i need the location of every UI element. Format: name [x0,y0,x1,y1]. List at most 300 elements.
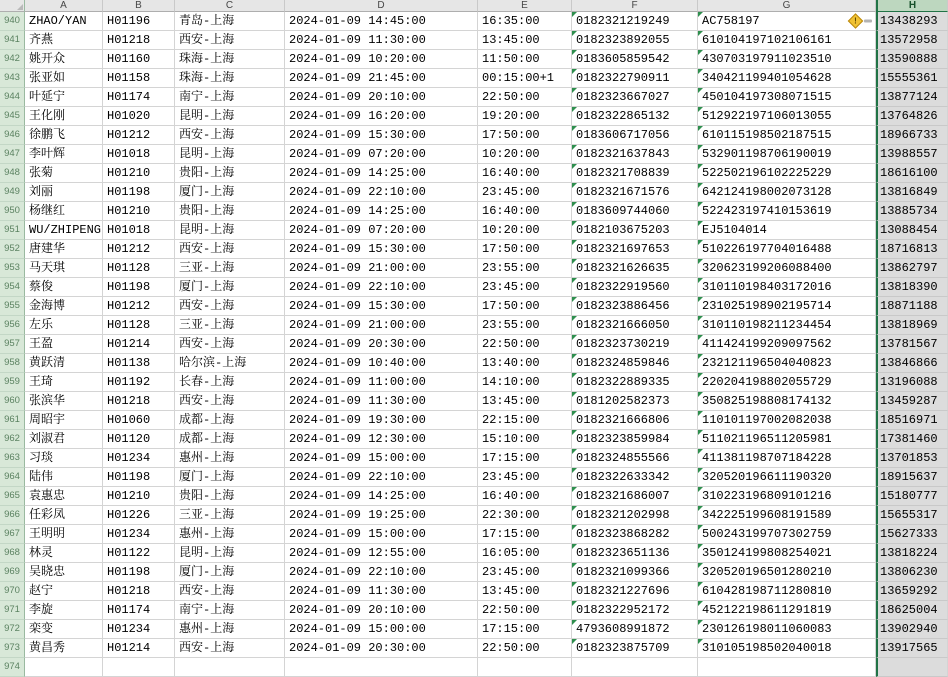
cell-phone-selected[interactable] [876,88,948,107]
cell-ticket-no[interactable] [572,240,698,259]
cell-arrive-time[interactable] [478,658,572,677]
cell-route[interactable] [175,582,285,601]
cell-ticket-no[interactable] [572,411,698,430]
cell-route[interactable] [175,164,285,183]
cell-phone-selected[interactable] [876,50,948,69]
cell-id-number[interactable] [698,468,876,487]
cell-flight-no[interactable] [103,582,175,601]
cell-id-number[interactable] [698,525,876,544]
row-number[interactable] [0,430,25,449]
cell-phone-selected[interactable] [876,620,948,639]
cell-flight-no[interactable] [103,221,175,240]
cell-ticket-no[interactable] [572,525,698,544]
cell-flight-no[interactable] [103,601,175,620]
cell-route[interactable] [175,601,285,620]
cell-name[interactable] [25,316,103,335]
cell-arrive-time[interactable] [478,31,572,50]
cell-arrive-time[interactable] [478,506,572,525]
cell-phone-selected[interactable] [876,278,948,297]
cell-ticket-no[interactable] [572,316,698,335]
cell-depart-datetime[interactable] [285,411,478,430]
cell-route[interactable] [175,316,285,335]
cell-ticket-no[interactable] [572,582,698,601]
cell-depart-datetime[interactable] [285,278,478,297]
cell-name[interactable] [25,392,103,411]
cell-name[interactable] [25,487,103,506]
cell-route[interactable] [175,145,285,164]
cell-flight-no[interactable] [103,12,175,31]
cell-ticket-no[interactable] [572,202,698,221]
cell-ticket-no[interactable] [572,126,698,145]
cell-name[interactable] [25,468,103,487]
row-number[interactable] [0,335,25,354]
cell-route[interactable] [175,88,285,107]
cell-phone-selected[interactable] [876,297,948,316]
cell-depart-datetime[interactable] [285,468,478,487]
column-header-e[interactable]: E [478,0,572,12]
cell-ticket-no[interactable] [572,392,698,411]
cell-id-number[interactable] [698,107,876,126]
cell-id-number[interactable] [698,354,876,373]
cell-ticket-no[interactable] [572,278,698,297]
cell-route[interactable] [175,449,285,468]
cell-id-number[interactable] [698,639,876,658]
cell-name[interactable] [25,411,103,430]
row-number[interactable] [0,145,25,164]
cell-ticket-no[interactable] [572,487,698,506]
cell-depart-datetime[interactable] [285,430,478,449]
cell-name[interactable] [25,373,103,392]
cell-route[interactable] [175,563,285,582]
cell-depart-datetime[interactable] [285,126,478,145]
row-number[interactable] [0,164,25,183]
cell-name[interactable] [25,582,103,601]
cell-id-number[interactable] [698,316,876,335]
cell-name[interactable] [25,544,103,563]
cell-route[interactable] [175,335,285,354]
cell-ticket-no[interactable] [572,107,698,126]
cell-depart-datetime[interactable] [285,544,478,563]
cell-arrive-time[interactable] [478,297,572,316]
cell-phone-selected[interactable] [876,69,948,88]
cell-depart-datetime[interactable] [285,240,478,259]
cell-route[interactable] [175,373,285,392]
cell-route[interactable] [175,202,285,221]
row-number[interactable] [0,506,25,525]
cell-id-number[interactable] [698,126,876,145]
cell-name[interactable] [25,297,103,316]
cell-phone-selected[interactable] [876,145,948,164]
cell-flight-no[interactable] [103,240,175,259]
cell-id-number[interactable] [698,411,876,430]
cell-id-number[interactable] [698,582,876,601]
cell-phone-selected[interactable] [876,563,948,582]
row-number[interactable] [0,392,25,411]
cell-phone-selected[interactable] [876,411,948,430]
cell-id-number[interactable] [698,50,876,69]
cell-depart-datetime[interactable] [285,50,478,69]
cell-name[interactable] [25,563,103,582]
cell-route[interactable] [175,639,285,658]
column-header-b[interactable]: B [103,0,175,12]
row-number[interactable] [0,50,25,69]
cell-ticket-no[interactable] [572,12,698,31]
cell-depart-datetime[interactable] [285,525,478,544]
cell-route[interactable] [175,240,285,259]
row-number[interactable] [0,411,25,430]
cell-arrive-time[interactable] [478,525,572,544]
cell-route[interactable] [175,50,285,69]
cell-depart-datetime[interactable] [285,183,478,202]
cell-id-number[interactable] [698,31,876,50]
cell-ticket-no[interactable] [572,221,698,240]
cell-route[interactable] [175,430,285,449]
cell-name[interactable] [25,183,103,202]
row-number[interactable] [0,297,25,316]
cell-depart-datetime[interactable] [285,69,478,88]
cell-name[interactable] [25,259,103,278]
cell-flight-no[interactable] [103,126,175,145]
cell-name[interactable] [25,525,103,544]
cell-name[interactable] [25,69,103,88]
cell-flight-no[interactable] [103,449,175,468]
cell-ticket-no[interactable] [572,335,698,354]
cell-phone-selected[interactable] [876,31,948,50]
cell-id-number[interactable] [698,240,876,259]
cell-phone-selected[interactable] [876,12,948,31]
row-number[interactable] [0,468,25,487]
cell-id-number[interactable] [698,12,876,31]
cell-flight-no[interactable] [103,411,175,430]
cell-name[interactable] [25,12,103,31]
cell-id-number[interactable] [698,88,876,107]
cell-route[interactable] [175,278,285,297]
cell-id-number[interactable] [698,183,876,202]
smart-tag-dropdown-icon[interactable] [864,20,872,23]
cell-phone-selected[interactable] [876,126,948,145]
cell-id-number[interactable] [698,487,876,506]
cell-arrive-time[interactable] [478,430,572,449]
cell-flight-no[interactable] [103,354,175,373]
row-number[interactable] [0,449,25,468]
cell-route[interactable] [175,658,285,677]
cell-id-number[interactable] [698,145,876,164]
cell-arrive-time[interactable] [478,69,572,88]
column-header-a[interactable]: A [25,0,103,12]
cell-depart-datetime[interactable] [285,164,478,183]
cell-phone-selected[interactable] [876,183,948,202]
cell-depart-datetime[interactable] [285,639,478,658]
row-number[interactable] [0,278,25,297]
cell-phone-selected[interactable] [876,544,948,563]
row-number[interactable] [0,639,25,658]
cell-flight-no[interactable] [103,259,175,278]
cell-phone-selected[interactable] [876,316,948,335]
cell-arrive-time[interactable] [478,278,572,297]
cell-flight-no[interactable] [103,335,175,354]
cell-flight-no[interactable] [103,639,175,658]
cell-id-number[interactable] [698,259,876,278]
cell-depart-datetime[interactable] [285,354,478,373]
cell-depart-datetime[interactable] [285,297,478,316]
cell-arrive-time[interactable] [478,221,572,240]
row-number[interactable] [0,69,25,88]
cell-phone-selected[interactable] [876,449,948,468]
cell-phone-selected[interactable] [876,259,948,278]
cell-flight-no[interactable] [103,297,175,316]
cell-flight-no[interactable] [103,88,175,107]
cell-arrive-time[interactable] [478,107,572,126]
cell-name[interactable] [25,506,103,525]
cell-id-number[interactable] [698,544,876,563]
cell-arrive-time[interactable] [478,639,572,658]
cell-ticket-no[interactable] [572,354,698,373]
cell-phone-selected[interactable] [876,601,948,620]
cell-route[interactable] [175,506,285,525]
row-number[interactable] [0,107,25,126]
cell-name[interactable] [25,639,103,658]
cell-route[interactable] [175,297,285,316]
cell-route[interactable] [175,183,285,202]
cell-arrive-time[interactable] [478,183,572,202]
cell-depart-datetime[interactable] [285,221,478,240]
cell-name[interactable] [25,449,103,468]
cell-flight-no[interactable] [103,69,175,88]
cell-id-number[interactable] [698,658,876,677]
cell-flight-no[interactable] [103,658,175,677]
row-number[interactable] [0,563,25,582]
cell-flight-no[interactable] [103,31,175,50]
cell-ticket-no[interactable] [572,183,698,202]
cell-name[interactable] [25,278,103,297]
cell-route[interactable] [175,107,285,126]
cell-flight-no[interactable] [103,183,175,202]
cell-phone-selected[interactable] [876,202,948,221]
cell-name[interactable] [25,126,103,145]
cell-id-number[interactable] [698,392,876,411]
cell-arrive-time[interactable] [478,487,572,506]
cell-arrive-time[interactable] [478,373,572,392]
cell-flight-no[interactable] [103,430,175,449]
row-number[interactable] [0,620,25,639]
cell-arrive-time[interactable] [478,563,572,582]
cell-arrive-time[interactable] [478,449,572,468]
cell-depart-datetime[interactable] [285,31,478,50]
row-number[interactable] [0,354,25,373]
cell-route[interactable] [175,411,285,430]
cell-route[interactable] [175,31,285,50]
cell-arrive-time[interactable] [478,240,572,259]
cell-phone-selected[interactable] [876,487,948,506]
cell-name[interactable] [25,354,103,373]
cell-depart-datetime[interactable] [285,373,478,392]
row-number[interactable] [0,240,25,259]
cell-id-number[interactable] [698,335,876,354]
cell-route[interactable] [175,468,285,487]
cell-arrive-time[interactable] [478,259,572,278]
cell-arrive-time[interactable] [478,392,572,411]
cell-ticket-no[interactable] [572,639,698,658]
row-number[interactable] [0,601,25,620]
cell-ticket-no[interactable] [572,544,698,563]
cell-depart-datetime[interactable] [285,202,478,221]
cell-arrive-time[interactable] [478,468,572,487]
cell-flight-no[interactable] [103,392,175,411]
row-number[interactable] [0,658,25,677]
cell-arrive-time[interactable] [478,601,572,620]
cell-phone-selected[interactable] [876,525,948,544]
row-number[interactable] [0,221,25,240]
cell-depart-datetime[interactable] [285,316,478,335]
cell-arrive-time[interactable] [478,354,572,373]
cell-phone-selected[interactable] [876,392,948,411]
cell-flight-no[interactable] [103,563,175,582]
row-number[interactable] [0,183,25,202]
cell-arrive-time[interactable] [478,164,572,183]
row-number[interactable] [0,88,25,107]
cell-phone-selected[interactable] [876,658,948,677]
cell-depart-datetime[interactable] [285,658,478,677]
cell-route[interactable] [175,69,285,88]
cell-arrive-time[interactable] [478,50,572,69]
cell-id-number[interactable] [698,563,876,582]
cell-arrive-time[interactable] [478,544,572,563]
cell-ticket-no[interactable] [572,259,698,278]
cell-phone-selected[interactable] [876,335,948,354]
cell-arrive-time[interactable] [478,620,572,639]
cell-flight-no[interactable] [103,145,175,164]
cell-id-number[interactable] [698,278,876,297]
select-all-corner[interactable] [0,0,25,12]
cell-arrive-time[interactable] [478,335,572,354]
row-number[interactable] [0,487,25,506]
cell-ticket-no[interactable] [572,31,698,50]
cell-phone-selected[interactable] [876,468,948,487]
cell-id-number[interactable] [698,221,876,240]
cell-route[interactable] [175,525,285,544]
cell-flight-no[interactable] [103,50,175,69]
cell-route[interactable] [175,354,285,373]
cell-name[interactable] [25,50,103,69]
cell-phone-selected[interactable] [876,240,948,259]
cell-name[interactable] [25,88,103,107]
cell-id-number[interactable] [698,506,876,525]
cell-flight-no[interactable] [103,202,175,221]
cell-route[interactable] [175,392,285,411]
cell-route[interactable] [175,221,285,240]
cell-ticket-no[interactable] [572,164,698,183]
column-header-g[interactable]: G [698,0,876,12]
cell-flight-no[interactable] [103,107,175,126]
cell-depart-datetime[interactable] [285,449,478,468]
column-header-d[interactable]: D [285,0,478,12]
cell-id-number[interactable] [698,601,876,620]
cell-flight-no[interactable] [103,525,175,544]
warning-icon[interactable] [848,13,864,29]
cell-depart-datetime[interactable] [285,392,478,411]
cell-depart-datetime[interactable] [285,12,478,31]
column-header-c[interactable]: C [175,0,285,12]
cell-phone-selected[interactable] [876,107,948,126]
row-number[interactable] [0,316,25,335]
cell-ticket-no[interactable] [572,145,698,164]
cell-ticket-no[interactable] [572,563,698,582]
cell-name[interactable] [25,202,103,221]
cell-name[interactable] [25,164,103,183]
cell-route[interactable] [175,259,285,278]
cell-arrive-time[interactable] [478,411,572,430]
cell-phone-selected[interactable] [876,639,948,658]
cell-flight-no[interactable] [103,316,175,335]
cell-name[interactable] [25,107,103,126]
cell-ticket-no[interactable] [572,373,698,392]
cell-depart-datetime[interactable] [285,582,478,601]
cell-arrive-time[interactable] [478,88,572,107]
cell-id-number[interactable] [698,69,876,88]
cell-route[interactable] [175,487,285,506]
cell-name[interactable] [25,430,103,449]
cell-depart-datetime[interactable] [285,335,478,354]
cell-ticket-no[interactable] [572,506,698,525]
cell-flight-no[interactable] [103,278,175,297]
cell-name[interactable] [25,145,103,164]
cell-depart-datetime[interactable] [285,506,478,525]
cell-flight-no[interactable] [103,620,175,639]
cell-phone-selected[interactable] [876,221,948,240]
cell-arrive-time[interactable] [478,202,572,221]
cell-flight-no[interactable] [103,544,175,563]
row-number[interactable] [0,31,25,50]
cell-arrive-time[interactable] [478,12,572,31]
cell-ticket-no[interactable] [572,449,698,468]
cell-id-number[interactable] [698,202,876,221]
cell-arrive-time[interactable] [478,145,572,164]
cell-name[interactable] [25,240,103,259]
row-number[interactable] [0,126,25,145]
cell-arrive-time[interactable] [478,582,572,601]
cell-arrive-time[interactable] [478,316,572,335]
cell-flight-no[interactable] [103,373,175,392]
cell-depart-datetime[interactable] [285,107,478,126]
cell-depart-datetime[interactable] [285,88,478,107]
cell-depart-datetime[interactable] [285,563,478,582]
cell-route[interactable] [175,12,285,31]
cell-flight-no[interactable] [103,468,175,487]
cell-id-number[interactable] [698,449,876,468]
cell-ticket-no[interactable] [572,69,698,88]
cell-name[interactable] [25,221,103,240]
cell-flight-no[interactable] [103,487,175,506]
error-checking-smart-tag[interactable] [850,16,872,27]
cell-phone-selected[interactable] [876,164,948,183]
row-number[interactable] [0,202,25,221]
cell-flight-no[interactable] [103,164,175,183]
cell-ticket-no[interactable] [572,620,698,639]
cell-phone-selected[interactable] [876,373,948,392]
cell-id-number[interactable] [698,430,876,449]
cell-id-number[interactable] [698,164,876,183]
cell-route[interactable] [175,544,285,563]
cell-ticket-no[interactable] [572,430,698,449]
cell-phone-selected[interactable] [876,506,948,525]
cell-ticket-no[interactable] [572,601,698,620]
cell-flight-no[interactable] [103,506,175,525]
cell-depart-datetime[interactable] [285,601,478,620]
row-number[interactable] [0,582,25,601]
cell-ticket-no[interactable] [572,297,698,316]
cell-name[interactable] [25,335,103,354]
row-number[interactable] [0,525,25,544]
